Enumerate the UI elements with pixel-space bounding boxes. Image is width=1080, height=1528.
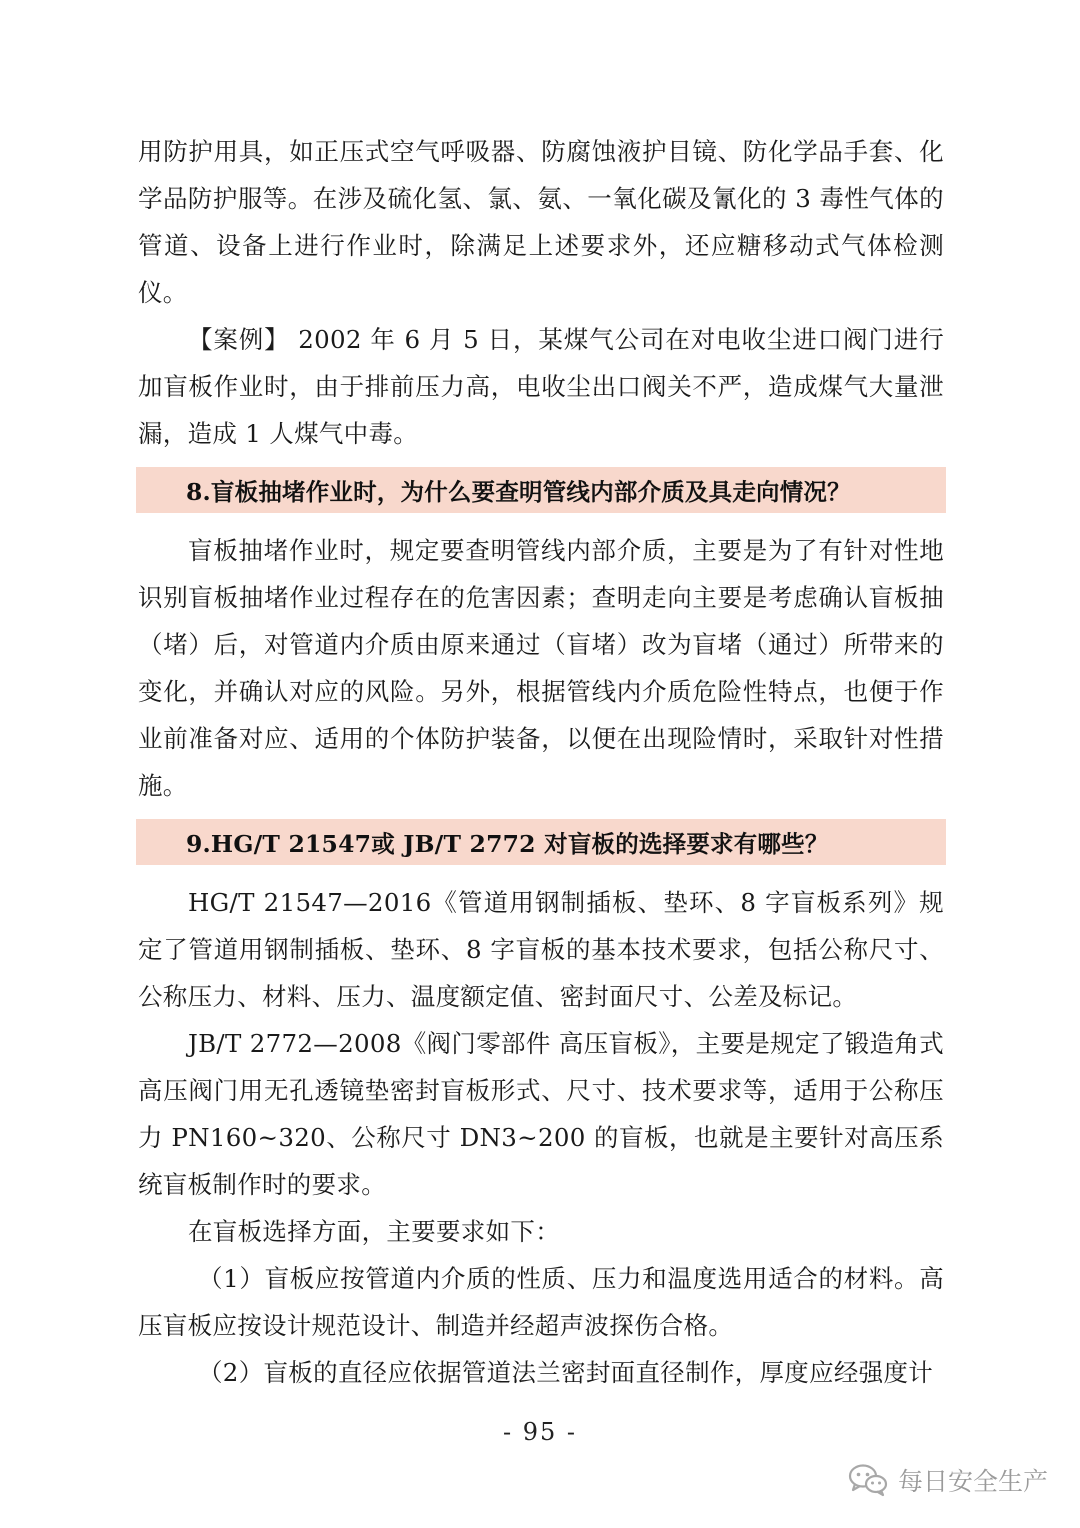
paragraph: HG/T 21547—2016《管道用钢制插板、垫环、8 字盲板系列》规定了管道用钢制插板、垫环、8 字盲板的基本技术要求，包括公称尺寸、公称压力、材料、压力、温度额定值、密封面尺寸、公差及标记。 (138, 888, 944, 1011)
section-heading-8: 8.盲板抽堵作业时，为什么要查明管线内部介质及具走向情况？ (136, 467, 946, 513)
watermark-text: 每日安全生产 (897, 1467, 1048, 1496)
case-paragraph: 【案例】 2002 年 6 月 5 日，某煤气公司在对电收尘进口阀门进行加盲板作业时，由于排前压力高，电收尘出口阀关不严，造成煤气大量泄漏，造成 1 人煤气中毒。 (138, 325, 944, 448)
paragraph: 盲板抽堵作业时，规定要查明管线内部介质，主要是为了有针对性地识别盲板抽堵作业过程存在的危害因素；查明走向主要是考虑确认盲板抽（堵）后，对管道内介质由原来通过（盲堵）改为盲堵（通过）所带来的变化，并确认对应的风险。另外，根据管线内介质危险性特点，也便于作业前准备对应、适用的个体防护装备，以便在出现险情时，采取针对性措施。 (138, 536, 944, 800)
page-number: - 95 - (502, 1418, 577, 1446)
paragraph: 用防护用具，如正压式空气呼吸器、防腐蚀液护目镜、防化学品手套、化学品防护服等。在涉及硫化氢、氯、氨、一氧化碳及氰化的 3 毒性气体的管道、设备上进行作业时，除满足上述要求外，还应糖移动式气体检测仪。 (138, 137, 944, 307)
paragraph: 在盲板选择方面，主要要求如下： (188, 1217, 560, 1246)
paragraph: JB/T 2772—2008《阀门零部件 高压盲板》，主要是规定了锻造角式高压阀门用无孔透镜垫密封盲板形式、尺寸、技术要求等，适用于公称压力 PN160~320、公称尺寸 DN3~200 的盲板，也就是主要针对高压系统盲板制作时的要求。 (138, 1029, 944, 1199)
section-heading-9: 9.HG/T 21547或 JB/T 2772 对盲板的选择要求有哪些？ (136, 819, 946, 865)
watermark (848, 1462, 1048, 1498)
wechat-icon (848, 1463, 888, 1497)
list-item: （1）盲板应按管道内介质的性质、压力和温度选用适合的材料。高压盲板应按设计规范设计、制造并经超声波探伤合格。 (138, 1264, 944, 1340)
list-item: （2）盲板的直径应依据管道法兰密封面直径制作，厚度应经强度计 (198, 1358, 934, 1387)
page-content (138, 128, 944, 1396)
